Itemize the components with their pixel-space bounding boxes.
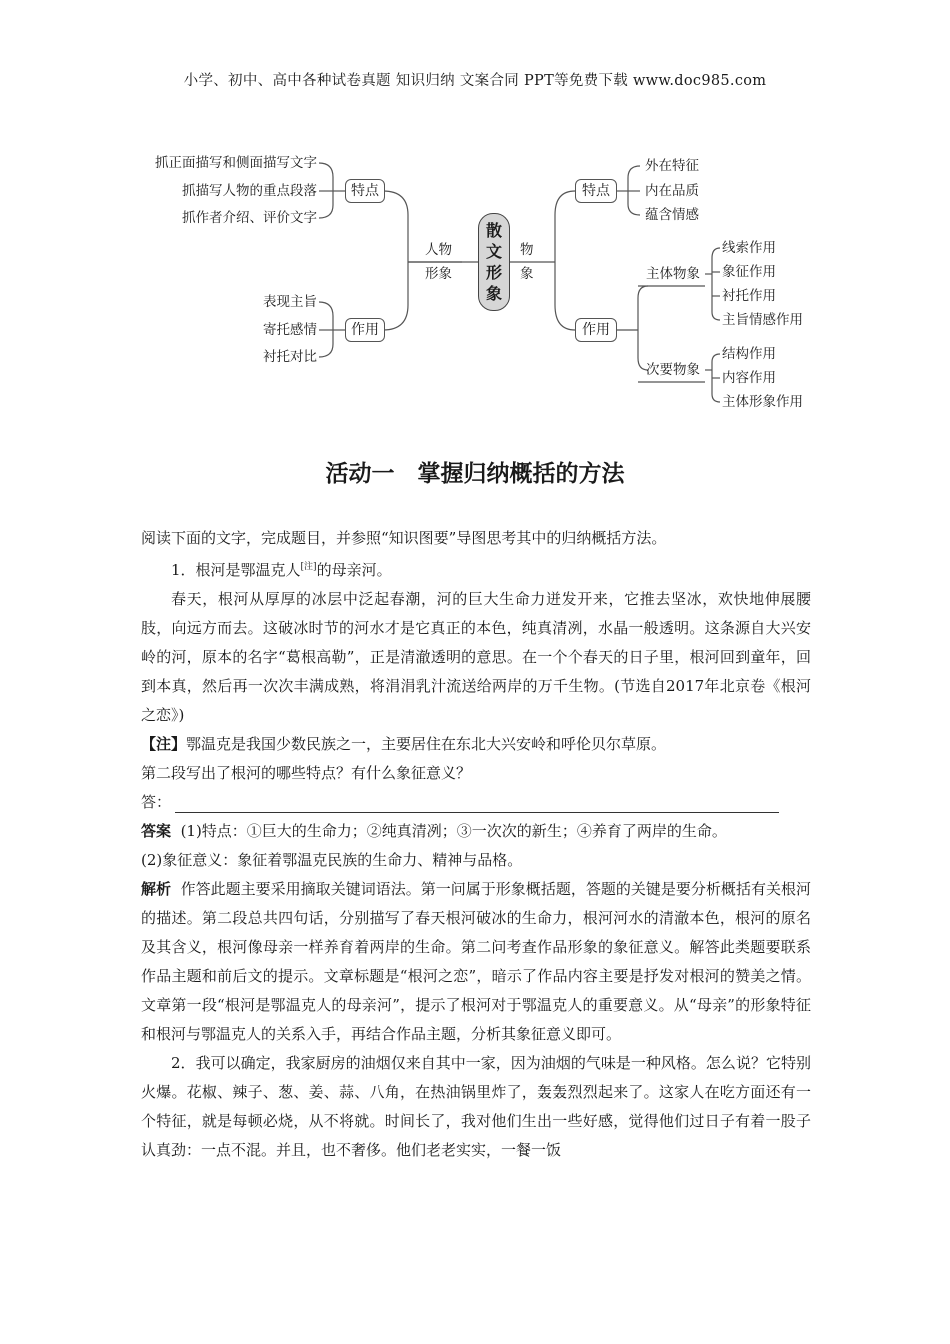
main-object-label: 主体物象 bbox=[646, 266, 700, 282]
minor-object-leaf: 主体形象作用 bbox=[722, 394, 803, 410]
q1-title-end: 的母亲河。 bbox=[316, 561, 392, 579]
answer-blank[interactable] bbox=[175, 794, 779, 813]
answer-label: 答案 bbox=[141, 822, 172, 840]
left-feature-leaf: 抓描写人物的重点段落 bbox=[182, 183, 317, 199]
right-feature-leaf: 内在品质 bbox=[645, 183, 699, 199]
note-label: 【注】 bbox=[141, 735, 187, 753]
left-function-leaf: 表现主旨 bbox=[263, 294, 317, 310]
right-branch-label-1: 物 bbox=[520, 242, 534, 258]
right-feature-leaf: 蕴含情感 bbox=[645, 207, 699, 223]
left-feature-node: 特点 bbox=[345, 179, 385, 203]
intro-text: 阅读下面的文字，完成题目，并参照“知识图要”导图思考其中的归纳概括方法。 bbox=[141, 529, 667, 547]
answer-line bbox=[141, 788, 811, 817]
main-object-leaf: 衬托作用 bbox=[722, 288, 776, 304]
right-branch-label-2: 象 bbox=[520, 266, 534, 282]
note-text: 鄂温克是我国少数民族之一，主要居住在东北大兴安岭和呼伦贝尔草原。 bbox=[186, 735, 667, 753]
answer-prompt: 答： bbox=[141, 793, 172, 811]
analysis-text: 作答此题主要采用摘取关键词语法。第一问属于形象概括题，答题的关键是要分析概括有关根河的描述。第二段总共四句话，分别描写了春天根河破冰的生命力，根河河水的清澈本色，根河的原名及其含义，根河像母亲一样养育着两岸的生命。第二问考查作品形象的象征意义。解答此类题要联系作品主题和前后文的提示。文章标题是“根河之恋”，暗示了作品内容主要是抒发对根河的赞美之情。文章第一段“根河是鄂温克人的母亲河”，提示了根河对于鄂温克人的重要意义。从“母亲”的形象特征和根河与鄂温克人的关系入手，再结合作品主题，分析其象征意义即可。 bbox=[141, 880, 811, 1043]
note-marker: [注] bbox=[300, 562, 317, 572]
left-branch-label-2: 形象 bbox=[425, 266, 452, 282]
center-char: 象 bbox=[485, 284, 502, 303]
answer-2: (2)象征意义：象征着鄂温克民族的生命力、精神与品格。 bbox=[141, 851, 523, 869]
left-function-leaf: 衬托对比 bbox=[263, 349, 317, 365]
left-function-leaf: 寄托感情 bbox=[263, 322, 317, 338]
question-2-text: 2．我可以确定，我家厨房的油烟仅来自其中一家，因为油烟的气味是一种风格。怎么说？它特别火爆。花椒、辣子、葱、姜、蒜、八角，在热油锅里炸了，轰轰烈烈起来了。这家人在吃方面还有一个特征，就是每顿必烧，从不将就。时间长了，我对他们生出一些好感，觉得他们过日子有着一股子认真劲：一点不混。并且，也不奢侈。他们老老实实，一餐一饭 bbox=[141, 1054, 811, 1159]
analysis-label: 解析 bbox=[141, 880, 172, 898]
center-char: 散 bbox=[485, 221, 502, 240]
center-char: 形 bbox=[485, 263, 502, 282]
activity-title: 活动一 掌握归纳概括的方法 bbox=[325, 461, 625, 487]
minor-object-leaf: 结构作用 bbox=[722, 346, 776, 362]
note-paragraph bbox=[141, 730, 811, 759]
question-text: 第二段写出了根河的哪些特点？有什么象征意义？ bbox=[141, 764, 472, 782]
answer-paragraph bbox=[141, 817, 811, 846]
analysis-paragraph bbox=[141, 875, 811, 1049]
question-1-title bbox=[141, 553, 811, 585]
left-feature-leaf: 抓作者介绍、评价文字 bbox=[182, 210, 317, 226]
right-feature-node: 特点 bbox=[575, 179, 617, 203]
main-object-leaf: 象征作用 bbox=[722, 264, 776, 280]
minor-object-leaf: 内容作用 bbox=[722, 370, 776, 386]
minor-object-label: 次要物象 bbox=[646, 362, 700, 378]
passage-text: 春天，根河从厚厚的冰层中泛起春潮，河的巨大生命力迸发开来，它推去坚冰，欢快地伸展腰肢，向远方而去。这破冰时节的河水才是它真正的本色，纯真清冽，水晶一般透明。这条源自大兴安岭的河，原本的名字“葛根高勒”，正是清澈透明的意思。在一个个春天的日子里，根河回到童年，回到本真，然后再一次次丰满成熟，将涓涓乳汁流送给两岸的万千生物。(节选自2017年北京卷《根河之恋》) bbox=[141, 590, 811, 724]
main-object-leaf: 主旨情感作用 bbox=[722, 312, 803, 328]
main-object-leaf: 线索作用 bbox=[722, 240, 776, 256]
center-char: 文 bbox=[485, 242, 502, 261]
left-feature-leaf: 抓正面描写和侧面描写文字 bbox=[155, 155, 317, 171]
left-function-node: 作用 bbox=[345, 318, 385, 342]
main-content bbox=[141, 524, 811, 1165]
right-function-node: 作用 bbox=[575, 318, 617, 342]
left-branch-label-1: 人物 bbox=[425, 242, 452, 258]
q1-title: 1．根河是鄂温克人 bbox=[171, 561, 301, 579]
page-header: 小学、初中、高中各种试卷真题 知识归纳 文案合同 PPT等免费下载 www.doc985.com bbox=[183, 73, 767, 89]
mind-map bbox=[0, 0, 950, 430]
right-feature-leaf: 外在特征 bbox=[645, 158, 699, 174]
center-node bbox=[478, 213, 510, 311]
answer-1: (1)特点：①巨大的生命力；②纯真清冽；③一次次的新生；④养育了两岸的生命。 bbox=[180, 822, 727, 840]
